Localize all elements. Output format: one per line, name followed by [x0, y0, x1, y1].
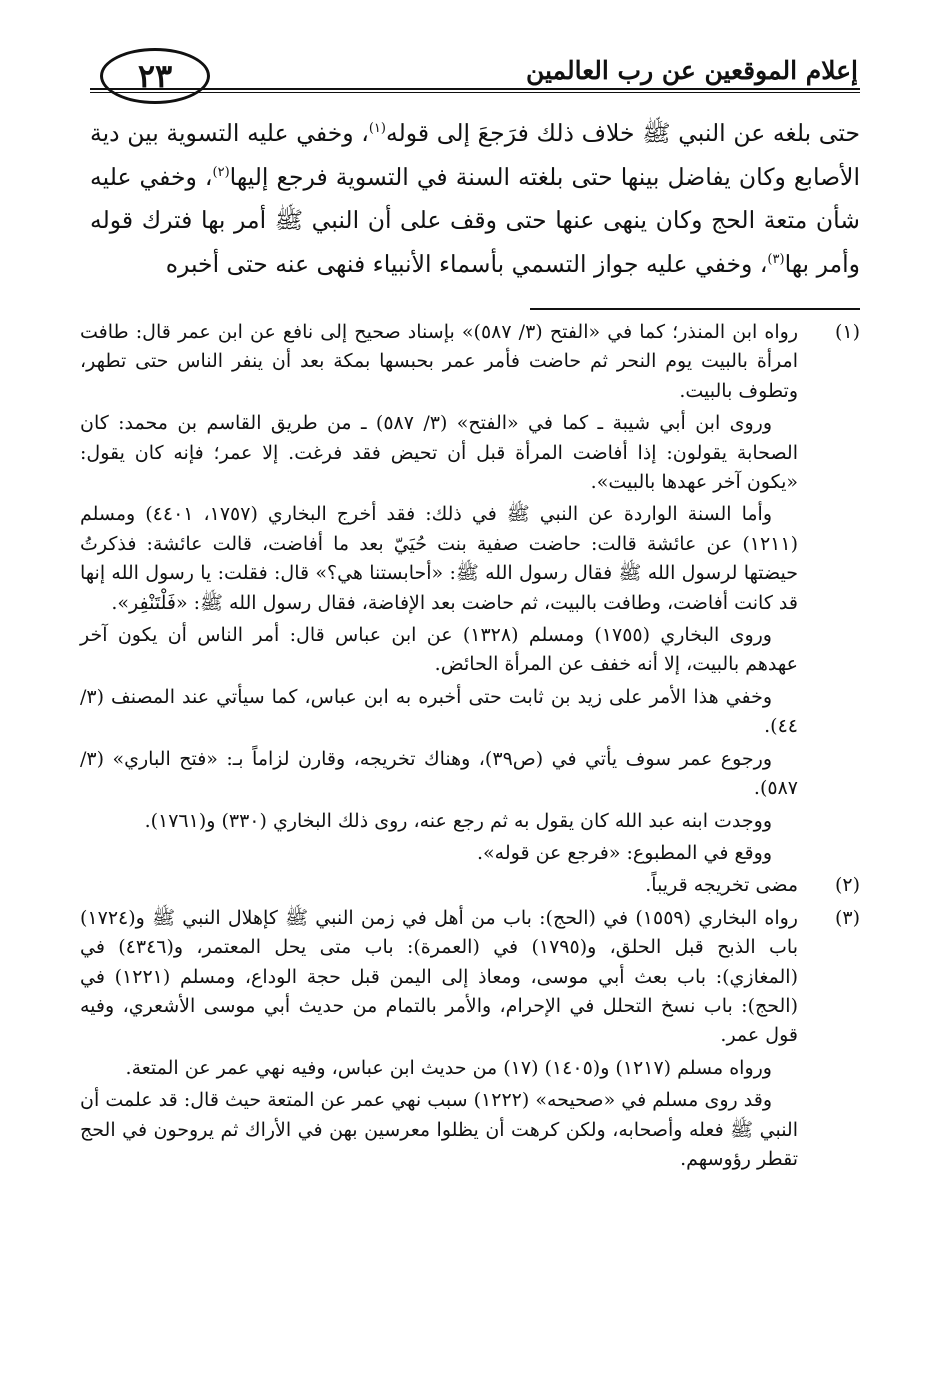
footnote-body	[80, 871, 798, 903]
page-number: ٢٣	[137, 57, 173, 95]
footnote-3	[80, 904, 860, 1178]
main-text-part-1: حتى بلغه عن النبي ﷺ خلاف ذلك فرَجعَ إلى قوله	[385, 119, 860, 147]
footnote-body	[80, 904, 798, 1178]
footnote-paragraph: ورواه مسلم (١٢١٧) و(١٤٠٥) (١٧) من حديث ابن عباس، وفيه نهي عمر عن المتعة.	[125, 1056, 772, 1079]
footnote-paragraph: رواه البخاري (١٥٥٩) في (الحج): باب من أهل في زمن النبي ﷺ كإهلال النبي ﷺ و(١٧٢٤) باب الذبح قبل الحلق، و(١٧٩٥) في (العمرة): باب متى يحل المعتمر، و(٤٣٤٦) في (المغازي): باب بعث أبي موسى، ومعاذ إلى اليمن قبل حجة الوداع، ومسلم (١٢٢١) في (الحج): باب نسخ التحلل في الإحرام، والأمر بالتمام من حديث أبي موسى الأشعري، وفيه قول عمر.	[80, 906, 799, 1047]
main-text-part-3: ، وخفي عليه شأن متعة الحج وكان ينهى عنها حتى وقف على أن النبي ﷺ أمر بها فترك قوله وأمر بها	[90, 162, 860, 278]
footnote-paragraph: وروى ابن أبي شيبة ـ كما في «الفتح» (٣/ ٥٨٧) ـ من طريق القاسم بن محمد: كان الصحابة يقولون: إذا أفاضت المرأة قبل أن تحيض فقد فرغت. إلا عمر؛ فإنه كان يقول: «يكون آخر عهدها بالبيت».	[80, 412, 798, 494]
footnote-number: (٣)	[834, 906, 860, 929]
running-header-title: إعلام الموقعين عن رب العالمين	[525, 56, 858, 85]
main-paragraph	[90, 112, 860, 286]
footnote-paragraph: وروى البخاري (١٧٥٥) ومسلم (١٣٢٨) عن ابن عباس قال: أمر الناس أن يكون آخر عهدهم بالبيت، إلا أنه خفف عن المرأة الحائض.	[80, 624, 798, 676]
footnote-number: (١)	[834, 321, 860, 343]
footnote-2	[80, 871, 860, 903]
header-divider	[90, 88, 860, 93]
main-text	[90, 112, 860, 286]
footnote-paragraph: رواه ابن المنذر؛ كما في «الفتح (٣/ ٥٨٧)» بإسناد صحيح إلى نافع عن ابن عمر قال: طافت امرأة بالبيت يوم النحر ثم حاضت فأمر عمر بحبسها بمكة بعد أن ينفر الناس حتى تطهر، وتطوف بالبيت.	[80, 321, 798, 402]
footnotes	[80, 318, 860, 1177]
page-number-badge	[100, 48, 210, 104]
main-text-part-2: ، وخفي عليه التسوية بين دية الأصابع وكان يفاضل بينها حتى بلغته السنة في التسوية فرجع إليها	[90, 119, 860, 191]
footnote-paragraph: وأما السنة الواردة عن النبي ﷺ في ذلك: فقد أخرج البخاري (١٧٥٧، ٤٤٠١) ومسلم (١٢١١) عن عائشة قالت: حاضت صفية بنت حُيَيّ بعد ما أفاضت، قالت عائشة: فذكرتُ حيضتها لرسول الله ﷺ فقال رسول الله ﷺ: «أحابستنا هي؟» قال: فقلت: يا رسول الله إنها قد كانت أفاضت، وطافت بالبيت، ثم حاضت بعد الإفاضة، فقال رسول الله ﷺ: «فَلْتَنْفِر».	[80, 503, 798, 614]
footnote-paragraph: ورجوع عمر سوف يأتي في (ص٣٩)، وهناك تخريجه، وقارن لزاماً بـ: «فتح الباري» (٣/ ٥٨٧).	[80, 747, 798, 800]
main-text-part-4: ، وخفي عليه جواز التسمي بأسماء الأنبياء فنهى عنه حتى أخبره	[165, 249, 768, 278]
footnote-paragraph: ووجدت ابنه عبد الله كان يقول به ثم رجع عنه، روى ذلك البخاري (٣٣٠) و(١٧٦١).	[144, 809, 772, 832]
footnote-paragraph: وقد روى مسلم في «صحيحه» (١٢٢٢) سبب نهي عمر عن المتعة حيث قال: قد علمت أن النبي ﷺ فعله وأصحابه، ولكن كرهت أن يظلوا معرسين بهن في الأراك ثم يروحون في الحج تقطر رؤوسهم.	[80, 1089, 799, 1170]
footnote-paragraph: ووقع في المطبوع: «فرجع عن قوله».	[477, 841, 772, 864]
footnote-divider	[530, 308, 860, 310]
footnote-body	[80, 318, 798, 871]
footnote-paragraph: وخفي هذا الأمر على زيد بن ثابت حتى أخبره به ابن عباس، كما سيأتي عند المصنف (٣/ ٤٤).	[80, 685, 798, 738]
footnote-1	[80, 318, 860, 871]
footnote-ref-3: (٣)	[767, 251, 785, 267]
footnote-ref-2: (٢)	[212, 164, 230, 180]
footnote-number: (٢)	[834, 874, 860, 897]
footnote-paragraph: مضى تخريجه قريباً.	[645, 874, 798, 897]
footnote-ref-1: (١)	[368, 121, 386, 137]
